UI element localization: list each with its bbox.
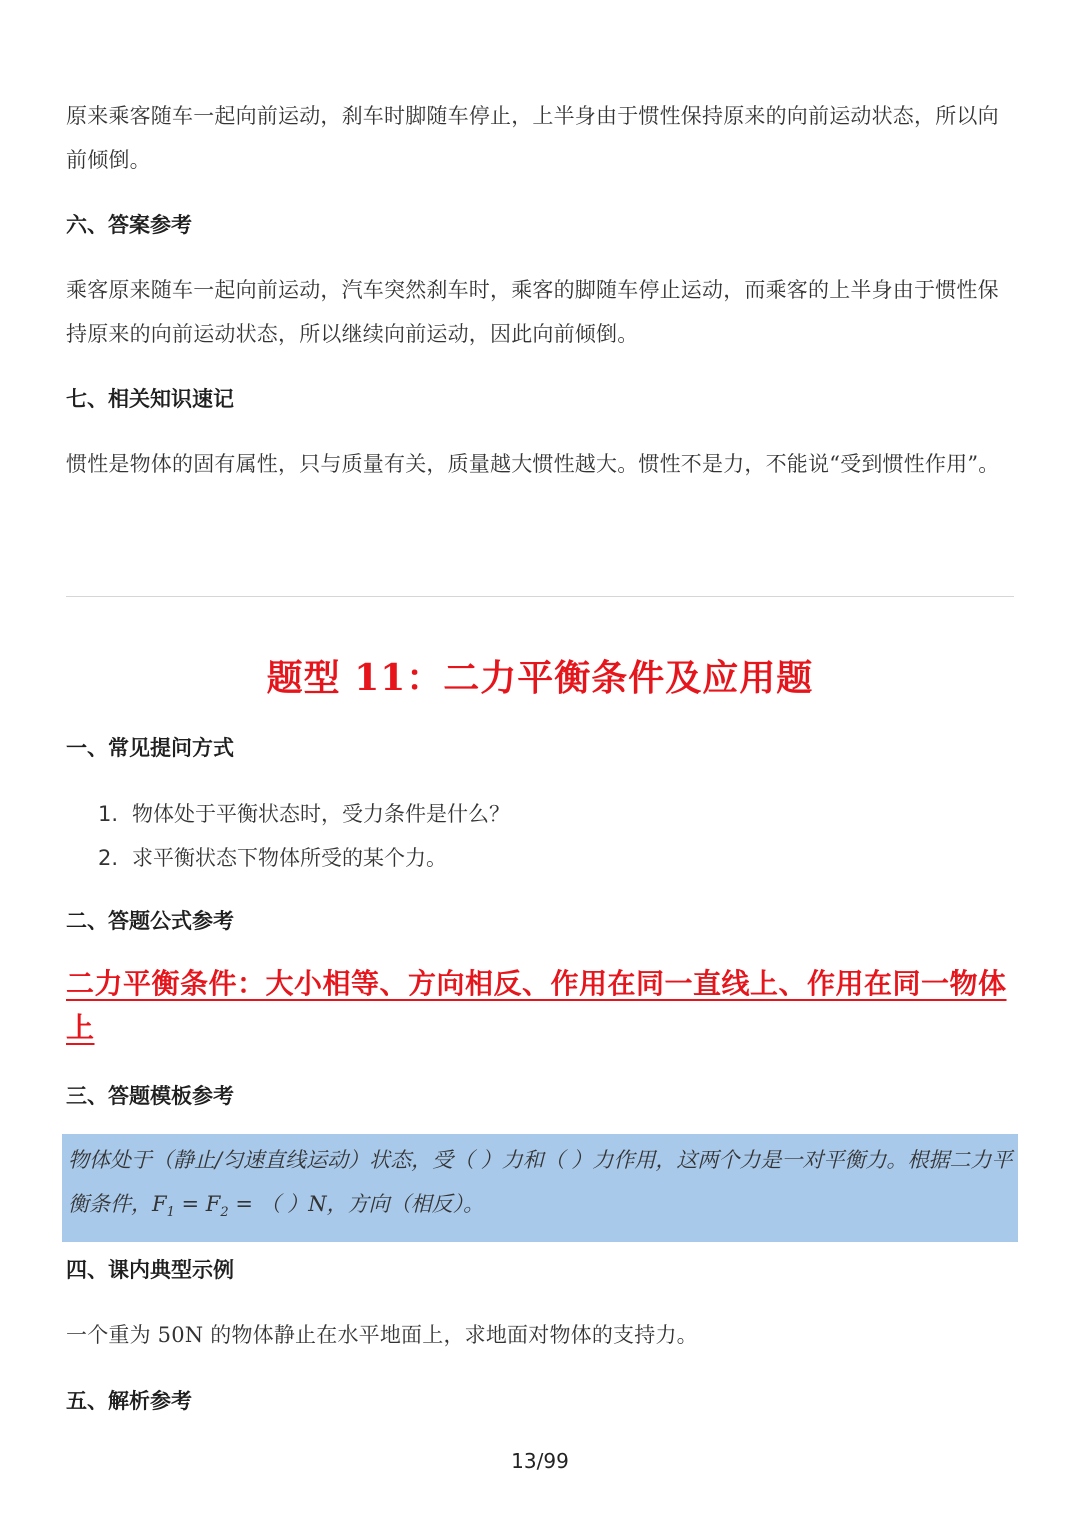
- section-6-paragraph: 乘客原来随车一起向前运动，汽车突然刹车时，乘客的脚随车停止运动，而乘客的上半身由于惯性保持原来的向前运动状态，所以继续向前运动，因此向前倾倒。: [66, 278, 999, 346]
- question-list: [98, 792, 510, 880]
- list-item-number: 2.: [98, 846, 119, 870]
- template-text-part: = （ ）N，方向（相反）。: [228, 1192, 485, 1216]
- list-item-number: 1.: [98, 802, 119, 826]
- example-paragraph: 一个重为 50N 的物体静止在水平地面上，求地面对物体的支持力。: [66, 1323, 698, 1347]
- example-heading: 四、课内典型示例: [66, 1258, 234, 1282]
- template-eq: = F: [174, 1192, 221, 1216]
- formula-heading: 二、答题公式参考: [66, 909, 234, 933]
- list-item-text: 求平衡状态下物体所受的某个力。: [132, 846, 447, 870]
- balance-condition-formula: 二力平衡条件：大小相等、方向相反、作用在同一直线上、作用在同一物体上: [66, 967, 1007, 1044]
- list-item: [98, 836, 510, 880]
- topic-title: 题型 11：二力平衡条件及应用题: [266, 657, 814, 699]
- subscript-1: 1: [166, 1205, 175, 1221]
- question-heading: 一、常见提问方式: [66, 736, 234, 760]
- list-item-text: 物体处于平衡状态时，受力条件是什么？: [132, 802, 510, 826]
- section-divider: [66, 596, 1014, 597]
- template-text-part: 物体处于（静止/匀速直线运动）状态，受（ ）力和（ ）力作用，这两个力是一对平衡力。根据二力平衡条件，F: [68, 1148, 1013, 1216]
- prev-analysis-paragraph: 原来乘客随车一起向前运动，刹车时脚随车停止，上半身由于惯性保持原来的向前运动状态，所以向前倾倒。: [66, 104, 999, 172]
- subscript-2: 2: [220, 1205, 229, 1221]
- answer-template-text: [68, 1138, 1014, 1235]
- list-item: [98, 792, 510, 836]
- answer-template-box: [62, 1134, 1018, 1242]
- section-7-paragraph: 惯性是物体的固有属性，只与质量有关，质量越大惯性越大。惯性不是力，不能说“受到惯性作用”。: [66, 452, 1000, 476]
- analysis-heading: 五、解析参考: [66, 1389, 192, 1413]
- section-7-heading: 七、相关知识速记: [66, 387, 234, 411]
- section-6-heading: 六、答案参考: [66, 213, 192, 237]
- template-heading: 三、答题模板参考: [66, 1084, 234, 1108]
- page-number: 13/99: [511, 1449, 569, 1473]
